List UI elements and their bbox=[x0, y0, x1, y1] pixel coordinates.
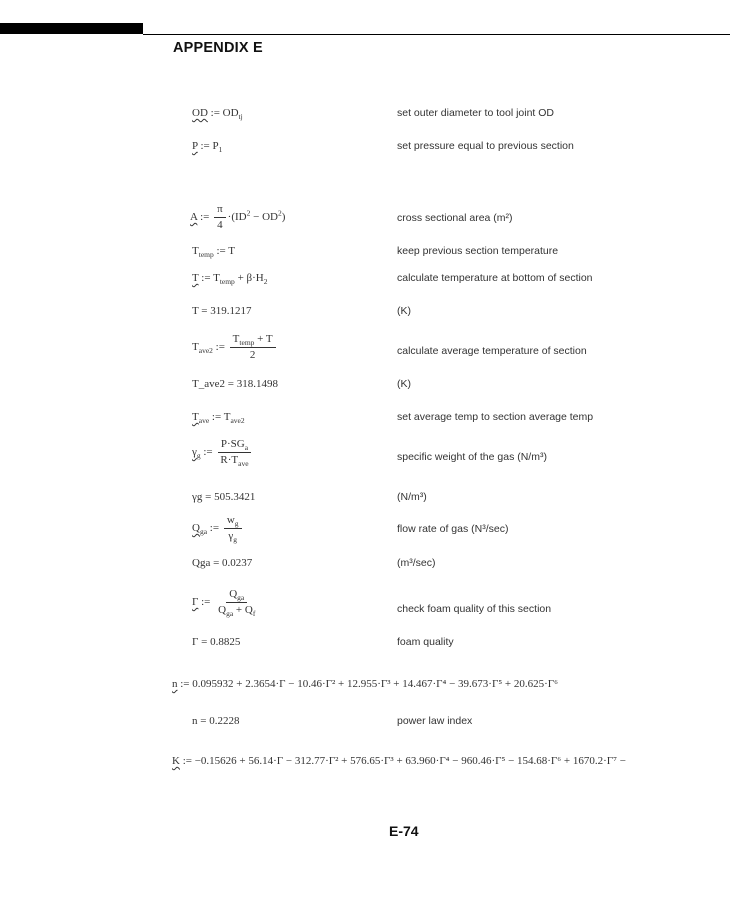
comment-foam-quality: check foam quality of this section bbox=[397, 603, 552, 615]
eq-foam-quality-value: Γ = 0.8825 bbox=[192, 636, 241, 648]
comment-gamma-g-value: (N/m³) bbox=[397, 491, 427, 503]
comment-n-value: power law index bbox=[397, 715, 473, 727]
comment-t-ave2: calculate average temperature of section bbox=[397, 345, 587, 357]
eq-t-bottom: T := $T_{temp} + \beta\cdot H_2$ bbox=[192, 272, 268, 287]
comment-t-ave: set average temp to section average temp bbox=[397, 411, 594, 423]
comment-t-ave2-value: (K) bbox=[397, 378, 411, 390]
n-polynomial-expression: 0.095932 + 2.3654·Γ − 10.46·Γ² + 12.955·Γ³ + 14.467·Γ⁴ − 39.673·Γ⁵ + 20.625·Γ⁶ bbox=[192, 678, 558, 690]
page-number: E-74 bbox=[389, 823, 419, 839]
eq-gamma-g-value: γg = 505.3421 bbox=[192, 491, 256, 503]
eq-k-polynomial: K := −0.15626 + 56.14·Γ − 312.77·Γ² + 576.65·Γ³ + 63.960·Γ⁴ − 960.46·Γ⁵ − 154.68·Γ⁶ + 1670.2·Γ⁷ − bbox=[172, 755, 626, 767]
comment-od: set outer diameter to tool joint OD bbox=[397, 107, 554, 119]
eq-t-ave2: $T_{ave2}$ := $\frac{T_{temp} + T}{2}$ bbox=[192, 334, 278, 361]
eq-t-ave2-value: T_ave2 = 318.1498 bbox=[192, 378, 278, 390]
eq-q-ga-value: Qga = 0.0237 bbox=[192, 557, 253, 569]
comment-p: set pressure equal to previous section bbox=[397, 140, 574, 152]
comment-t-bottom: calculate temperature at bottom of section bbox=[397, 272, 593, 284]
eq-n-polynomial: n := 0.095932 + 2.3654·Γ − 10.46·Γ² + 12.955·Γ³ + 14.467·Γ⁴ − 39.673·Γ⁵ + 20.625·Γ⁶ bbox=[172, 678, 558, 690]
comment-t-temp: keep previous section temperature bbox=[397, 245, 559, 257]
comment-area: cross sectional area (m²) bbox=[397, 212, 513, 224]
eq-t-temp: $T_{temp}$ := T bbox=[192, 245, 236, 260]
comment-q-ga-value: (m³/sec) bbox=[397, 557, 436, 569]
eq-od: OD := $OD_{tj}$ bbox=[192, 107, 243, 122]
eq-area: A := $\frac{\pi}{4}$ $\cdot(ID^2 - OD^2)$ bbox=[190, 203, 286, 231]
header-black-bar bbox=[0, 23, 143, 34]
eq-p: P := $P_1$ bbox=[192, 140, 223, 155]
k-polynomial-expression: −0.15626 + 56.14·Γ − 312.77·Γ² + 576.65·Γ³ + 63.960·Γ⁴ − 960.46·Γ⁵ − 154.68·Γ⁶ + 1670.2·Γ⁷ − bbox=[194, 755, 626, 767]
comment-gamma-g: specific weight of the gas (N/m³) bbox=[397, 451, 547, 463]
header-rule bbox=[143, 34, 730, 35]
eq-q-ga: $Q_{ga}$ := $\frac{w_g}{\gamma_g}$ bbox=[192, 515, 244, 542]
comment-foam-quality-value: foam quality bbox=[397, 636, 454, 648]
eq-n-value: n = 0.2228 bbox=[192, 715, 240, 727]
eq-t-ave: $T_{ave}$ := $T_{ave2}$ bbox=[192, 411, 245, 426]
eq-gamma-g: $\gamma_g$ := $\frac{P\cdot SG_a}{R\cdot T_{ave}}$ bbox=[192, 439, 254, 466]
page-heading: APPENDIX E bbox=[173, 40, 263, 56]
comment-t-value: (K) bbox=[397, 305, 411, 317]
eq-foam-quality: Γ := $\frac{Q_{ga}}{Q_{ga} + Q_f}$ bbox=[192, 588, 256, 619]
comment-q-ga: flow rate of gas (N³/sec) bbox=[397, 523, 509, 535]
eq-t-value: T = 319.1217 bbox=[192, 305, 252, 317]
